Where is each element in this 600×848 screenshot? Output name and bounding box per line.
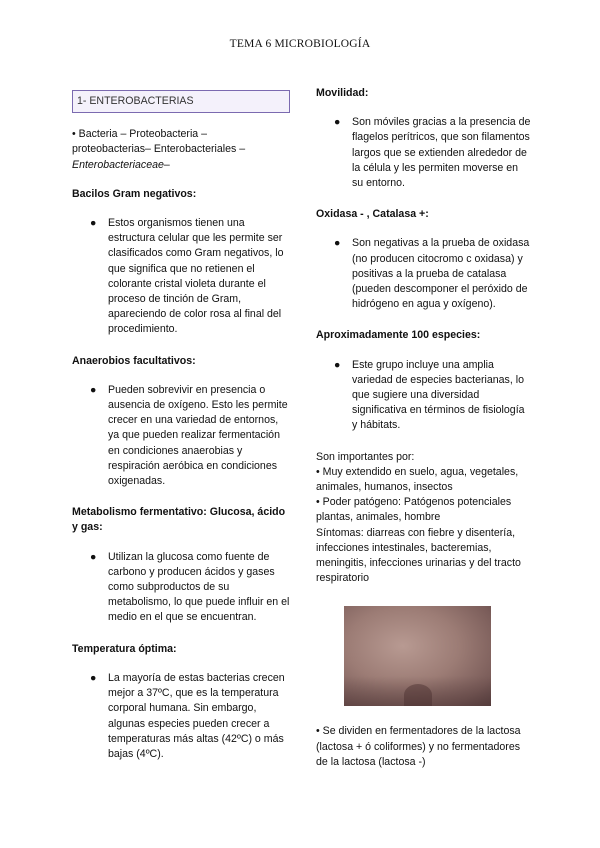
importance-line: Son importantes por: bbox=[316, 450, 415, 463]
importance-line: • Poder patógeno: Patógenos potenciales plantas, animales, hombre bbox=[316, 496, 512, 524]
importance-line: Síntomas: diarreas con fiebre y disentería, infecciones intestinales, bacteremias, meningitis, infecciones urinarias y del tracto respiratorio bbox=[316, 526, 521, 585]
skin-rash-photo bbox=[344, 606, 491, 706]
bullet-oxidase-catalase bbox=[316, 236, 532, 312]
bullet-dot: ● bbox=[334, 237, 341, 250]
bullet-dot: ● bbox=[334, 358, 341, 371]
taxonomy-intro bbox=[72, 127, 290, 173]
bullet-text: Son negativas a la prueba de oxidasa (no producen citocromo c oxidasa) y positivas a la prueba de catalasa (pueden descomponer el peróxido de hidrógeno en agua y oxígeno). bbox=[352, 237, 530, 311]
taxonomy-line-1: • Bacteria – Proteobacteria – bbox=[72, 128, 208, 141]
bullet-text: Estos organismos tienen una estructura celular que les permite ser clasificados como Gram negativos, lo que significa que no retienen el colorante cristal violeta durante el proceso de tinción de Gram, apareciendo de color rosa al final del procedimiento. bbox=[108, 217, 284, 336]
bullet-text: La mayoría de estas bacterias crecen mejor a 37ºC, que es la temperatura corporal humana. Sin embargo, algunas especies pueden crecer a temperaturas más altas (42ºC) o más bajas (4ºC). bbox=[108, 671, 285, 760]
heading-motility: Movilidad: bbox=[316, 87, 369, 99]
bullet-temperature bbox=[72, 671, 290, 762]
importance-line: animales, humanos, insectos bbox=[316, 481, 453, 494]
heading-metabolism: Metabolismo fermentativo: Glucosa, ácido y gas: bbox=[72, 506, 286, 534]
heading-species-count: Aproximadamente 100 especies: bbox=[316, 329, 481, 342]
taxonomy-line-2: proteobacterias– Enterobacteriales – bbox=[72, 143, 246, 156]
bullet-text: Este grupo incluye una amplia variedad de especies bacterianas, lo que sugiere una diversidad significativa en términos de fisiología y hábitats. bbox=[352, 358, 525, 432]
bullet-anaerobic bbox=[72, 383, 290, 489]
right-column bbox=[316, 86, 532, 770]
taxonomy-tail: – bbox=[163, 158, 170, 171]
taxonomy-family: Enterobacteriaceae bbox=[72, 158, 164, 171]
section-title: 1- ENTEROBACTERIAS bbox=[72, 90, 290, 113]
heading-anaerobic: Anaerobios facultativos: bbox=[72, 354, 196, 367]
bullet-species-count bbox=[316, 358, 532, 434]
left-column bbox=[72, 86, 290, 778]
bullet-motility bbox=[316, 115, 532, 191]
bullet-metabolism bbox=[72, 550, 290, 626]
bullet-dot: ● bbox=[90, 671, 97, 684]
bullet-gram-negative bbox=[72, 216, 290, 338]
importance-block bbox=[316, 450, 532, 587]
page-title: TEMA 6 MICROBIOLOGÍA bbox=[229, 38, 371, 50]
heading-temperature: Temperatura óptima: bbox=[72, 642, 177, 655]
bullet-text: Utilizan la glucosa como fuente de carbono y producen ácidos y gases como subproductos de su metabolismo, lo que puede influir en el medio en el que se encuentran. bbox=[108, 550, 290, 624]
bullet-dot: ● bbox=[90, 383, 97, 396]
photo-skin-fold bbox=[404, 684, 432, 706]
bullet-text: Son móviles gracias a la presencia de flagelos perítricos, que son filamentos largos que se extienden alrededor de la célula y les permiten moverse en su entorno. bbox=[352, 116, 531, 190]
bullet-text: Pueden sobrevivir en presencia o ausencia de oxígeno. Esto les permite crecer en una variedad de entornos, ya que pueden realizar fermentación en condiciones anaerobias y respiración aeróbica en condiciones oxigenadas. bbox=[108, 383, 288, 488]
heading-oxidase-catalase: Oxidasa - , Catalasa +: bbox=[316, 208, 429, 221]
heading-gram-negative: Bacilos Gram negativos: bbox=[72, 187, 197, 200]
bullet-dot: ● bbox=[90, 217, 97, 230]
bullet-dot: ● bbox=[90, 550, 97, 563]
lactose-classification: • Se dividen en fermentadores de la lactosa (lactosa + ó coliformes) y no fermentadores de la lactosa (lactosa -) bbox=[316, 725, 521, 768]
bullet-dot: ● bbox=[334, 116, 341, 129]
importance-line: • Muy extendido en suelo, agua, vegetales, bbox=[316, 465, 519, 478]
